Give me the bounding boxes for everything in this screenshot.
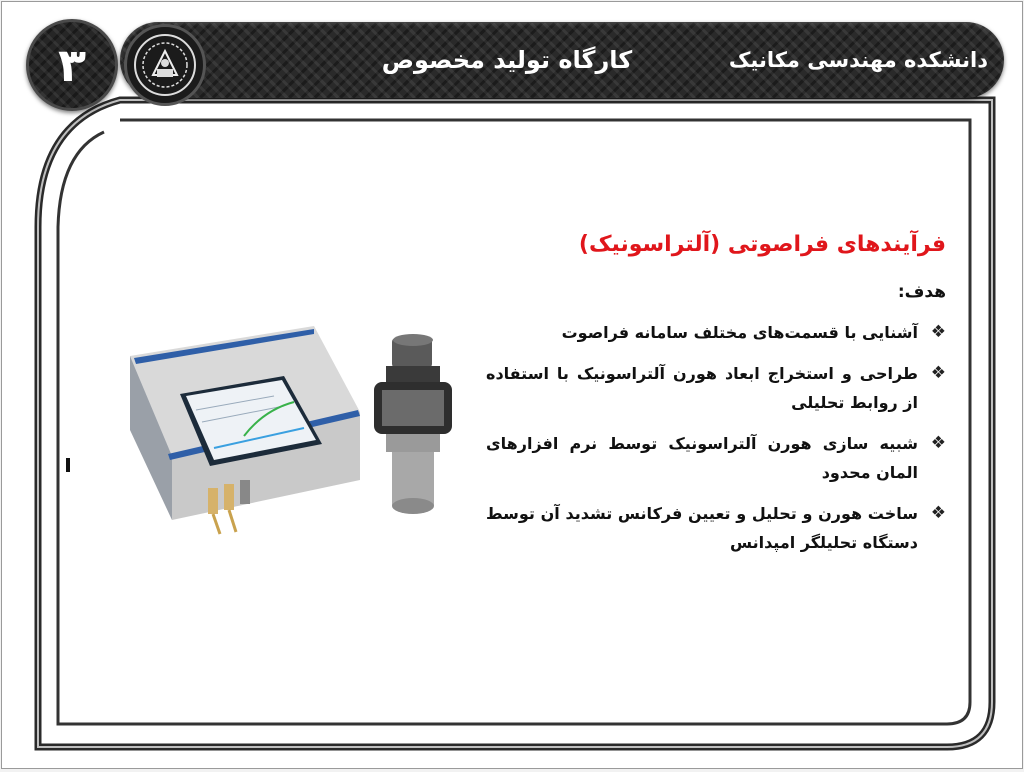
- ultrasonic-equipment-image: [124, 320, 454, 542]
- header-title: کارگاه تولید مخصوص: [381, 46, 633, 74]
- list-item: [486, 318, 946, 347]
- list-item-text: آشنایی با قسمت‌های مختلف سامانه فراصوت: [561, 323, 918, 342]
- goal-list: [486, 318, 946, 569]
- diamond-bullet-icon: ❖: [930, 503, 946, 523]
- list-item-text: طراحی و استخراج ابعاد هورن آلتراسونیک با استفاده از روابط تحلیلی: [486, 364, 918, 412]
- university-logo-icon: [124, 24, 206, 106]
- list-item: [486, 359, 946, 417]
- section-title: فرآیندهای فراصوتی (آلتراسونیک): [578, 232, 946, 257]
- margin-mark: [66, 458, 70, 472]
- ultrasonic-horn-image: [374, 334, 452, 514]
- diamond-bullet-icon: ❖: [930, 433, 946, 453]
- list-item-text: ساخت هورن و تحلیل و تعیین فرکانس تشدید آن توسط دستگاه تحلیلگر امپدانس: [486, 504, 918, 552]
- list-item: [486, 499, 946, 557]
- diamond-bullet-icon: ❖: [930, 363, 946, 383]
- list-item-text: شبیه سازی هورن آلتراسونیک توسط نرم افزارهای المان محدود: [486, 434, 918, 482]
- goal-label: هدف:: [897, 282, 946, 302]
- page-number: ۳: [26, 19, 118, 111]
- impedance-analyzer-device: [124, 320, 454, 542]
- faculty-name: دانشکده مهندسی مکانیک: [728, 48, 988, 72]
- slide: [1, 1, 1023, 769]
- diamond-bullet-icon: ❖: [930, 322, 946, 342]
- list-item: [486, 429, 946, 487]
